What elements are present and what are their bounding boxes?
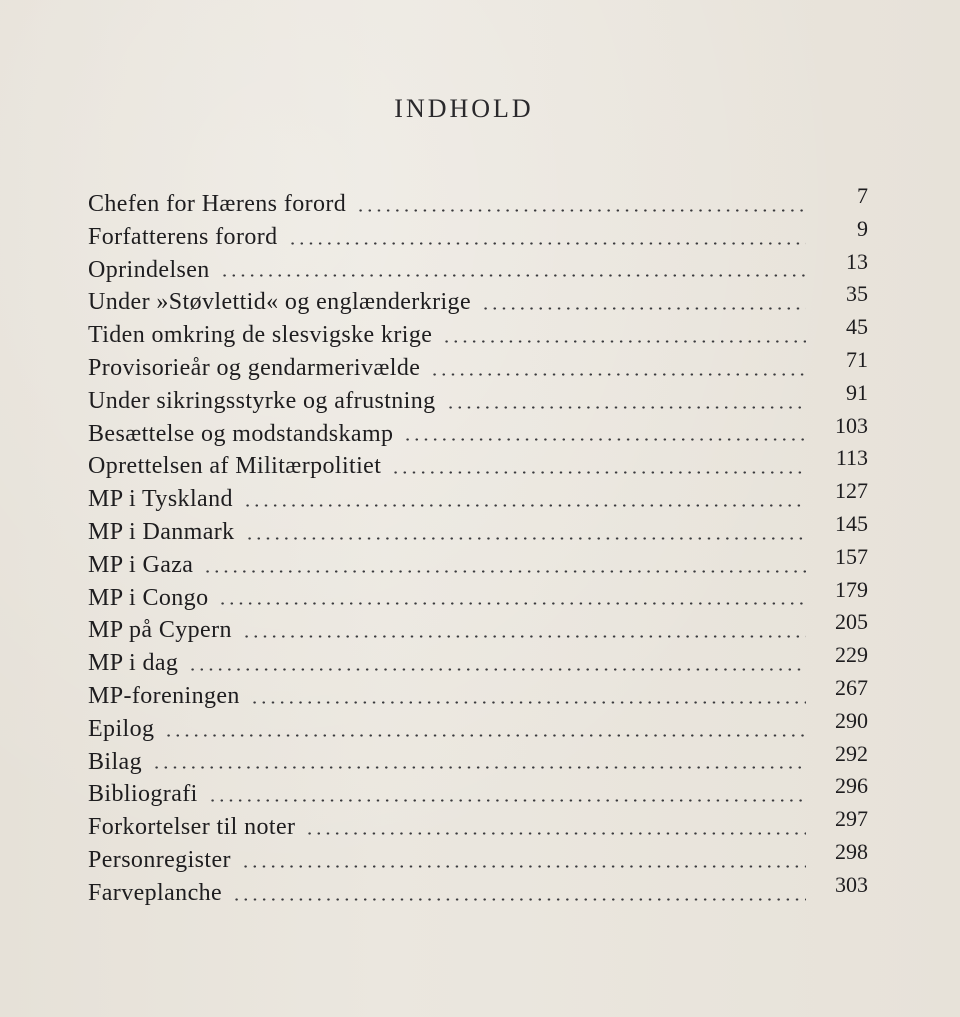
toc-entry-title: Forfatterens forord <box>88 223 278 250</box>
dot-leader <box>403 438 806 441</box>
toc-entry-page-number: 35 <box>846 281 868 307</box>
toc-entry <box>88 642 868 680</box>
toc-entry <box>88 215 868 254</box>
dot-leader <box>446 406 806 409</box>
toc-entry <box>88 183 868 221</box>
dot-leader <box>220 274 806 277</box>
toc-entry <box>88 248 868 287</box>
toc-entry-title: MP i dag <box>88 650 179 677</box>
dot-leader <box>243 504 806 507</box>
dot-leader <box>305 832 806 835</box>
dot-leader <box>152 766 806 769</box>
toc-entry-title: Farveplanche <box>88 879 223 906</box>
toc-entry-page-number: 103 <box>835 412 868 438</box>
toc-entry-page-number: 298 <box>835 838 868 864</box>
dot-leader <box>208 799 806 802</box>
toc-entry-page-number: 113 <box>835 445 868 471</box>
toc-entry <box>88 871 868 910</box>
toc-entry-page-number: 45 <box>846 314 868 340</box>
toc-entry-title: MP i Danmark <box>88 518 235 545</box>
dot-leader <box>232 898 806 901</box>
toc-entry-page-number: 9 <box>857 215 868 241</box>
toc-entry-title: MP i Tyskland <box>88 486 233 513</box>
dot-leader <box>188 668 806 671</box>
toc-entry <box>88 674 868 713</box>
toc-entry-title: Personregister <box>88 846 231 873</box>
dot-leader <box>288 242 806 245</box>
toc-entry-page-number: 157 <box>835 543 868 569</box>
toc-entry <box>88 346 868 385</box>
toc-entry-title: MP i Gaza <box>88 551 194 578</box>
toc-entry-page-number: 13 <box>846 248 868 274</box>
toc-entry-title: MP i Congo <box>88 584 209 611</box>
toc-entry-page-number: 267 <box>835 674 868 700</box>
toc-entry <box>88 773 868 811</box>
dot-leader <box>250 701 806 704</box>
toc-entry <box>88 806 868 844</box>
toc-entry-page-number: 296 <box>835 773 868 799</box>
toc-entry-page-number: 290 <box>835 707 868 733</box>
toc-entry <box>88 412 868 451</box>
toc-entry-title: Epilog <box>88 715 155 742</box>
toc-entry <box>88 510 868 549</box>
dot-leader <box>245 537 806 540</box>
toc-entry-title: Oprindelsen <box>88 256 210 283</box>
toc-entry-page-number: 297 <box>835 806 868 832</box>
toc-entry-page-number: 205 <box>835 609 868 635</box>
toc-entry <box>88 838 868 877</box>
dot-leader <box>164 734 806 737</box>
toc-entry <box>88 740 868 779</box>
toc-entry <box>88 707 868 746</box>
toc-entry <box>88 543 868 582</box>
toc-entry <box>88 478 868 516</box>
toc-entry-title: MP på Cypern <box>88 617 232 644</box>
toc-entry-title: Bibliografi <box>88 781 198 808</box>
toc-entry-page-number: 71 <box>846 346 868 372</box>
toc-entry-title: Oprettelsen af Militærpolitiet <box>88 453 382 480</box>
toc-entry-title: Bilag <box>88 748 142 775</box>
toc-entry-title: Besættelse og modstandskamp <box>88 420 394 447</box>
dot-leader <box>391 471 806 474</box>
dot-leader <box>356 209 806 212</box>
toc-entry-page-number: 127 <box>835 478 868 504</box>
toc-entry-title: Forkortelser til noter <box>88 814 296 841</box>
toc-entry-page-number: 179 <box>835 576 868 602</box>
dot-leader <box>203 570 806 573</box>
toc-entry-title: Under sikringsstyrke og afrustning <box>88 387 436 414</box>
toc-entry-page-number: 303 <box>835 871 868 897</box>
toc-entry-title: Tiden omkring de slesvigske krige <box>88 322 433 349</box>
toc-entry <box>88 609 868 647</box>
toc-entry <box>88 576 868 615</box>
toc-entry-title: Provisorieår og gendarmerivælde <box>88 354 421 381</box>
toc-entry-page-number: 292 <box>835 740 868 766</box>
toc-entry-page-number: 145 <box>835 510 868 536</box>
toc-entry-title: Under »Støvlettid« og englænderkrige <box>88 289 472 316</box>
dot-leader <box>481 307 806 310</box>
dot-leader <box>242 635 806 638</box>
dot-leader <box>430 373 806 376</box>
table-of-contents <box>88 183 868 910</box>
toc-entry-title: MP-foreningen <box>88 682 240 709</box>
toc-entry <box>88 445 868 483</box>
page-title: INDHOLD <box>394 94 534 123</box>
toc-entry <box>88 379 868 418</box>
dot-leader <box>241 865 806 868</box>
dot-leader <box>442 340 806 343</box>
toc-entry <box>88 281 868 319</box>
dot-leader <box>218 602 806 605</box>
toc-entry-page-number: 229 <box>835 642 868 668</box>
toc-entry-title: Chefen for Hærens forord <box>88 191 347 217</box>
toc-entry-page-number: 91 <box>846 379 868 405</box>
toc-entry <box>88 314 868 352</box>
toc-entry-page-number: 7 <box>857 183 868 208</box>
